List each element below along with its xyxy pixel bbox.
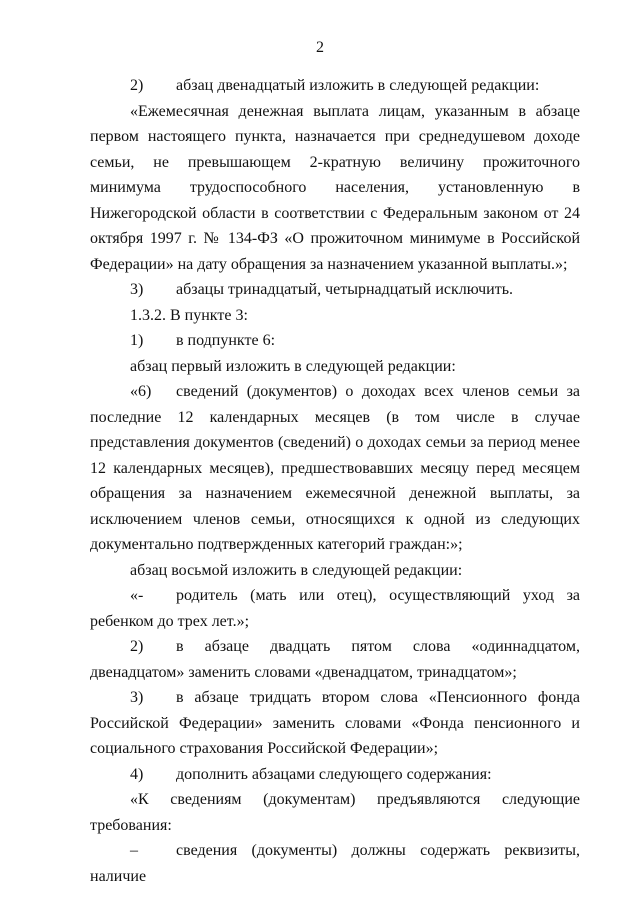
item-marker: 2) — [130, 77, 144, 94]
item-marker: «- — [130, 587, 144, 604]
item-marker: – — [130, 842, 138, 859]
page-number: 2 — [316, 39, 324, 56]
paragraph-text: абзац восьмой изложить в следующей редакции: — [130, 561, 463, 579]
item-marker: 1) — [130, 332, 144, 349]
paragraph-text: «К сведениям (документам) предъявляются следующие требования: — [90, 791, 580, 834]
quoted-dash-item — [90, 583, 580, 634]
paragraph-item-2 — [90, 73, 580, 99]
paragraph-text: в абзаце тридцать втором слова «Пенсионного фонда Российской Федерации» заменить словами «Фонда пенсионного и социального страхования Российской Федерации»; — [90, 689, 580, 757]
paragraph-text: родитель (мать или отец), осуществляющий уход за ребенком до трех лет.»; — [90, 587, 580, 630]
item-marker: 2) — [130, 638, 144, 655]
paragraph-text: в подпункте 6: — [176, 332, 276, 349]
paragraph-text: в абзаце двадцать пятом слова «одиннадцатом, двенадцатом» заменить словами «двенадцатом, тринадцатом»; — [90, 638, 580, 681]
quoted-paragraph — [90, 99, 580, 278]
paragraph-item-3 — [90, 685, 580, 762]
quoted-subitem-6 — [90, 379, 580, 558]
paragraph-text: 1.3.2. В пункте 3: — [130, 306, 248, 324]
paragraph-text: абзац двенадцатый изложить в следующей редакции: — [176, 77, 540, 94]
document-body — [90, 73, 580, 889]
dash-list-item — [90, 838, 580, 889]
item-marker: 4) — [130, 765, 144, 783]
item-marker: 3) — [130, 689, 144, 706]
paragraph-item-2 — [90, 634, 580, 685]
paragraph-text: дополнить абзацами следующего содержания: — [176, 765, 492, 783]
paragraph-text: сведений (документов) о доходах всех членов семьи за последние 12 календарных месяцев (в том числе в случае представления документов (сведений) о доходах семьи за период менее 12 календарных месяцев), предшествовавших месяцу перед месяцем обращения за назначением ежемесячной денежной выплаты, за исключением членов семьи, относящихся к одной из следующих документально подтвержденных категорий граждан:»; — [90, 383, 580, 553]
paragraph — [90, 354, 580, 380]
quoted-paragraph — [90, 787, 580, 838]
item-marker: 3) — [130, 281, 144, 298]
paragraph-item-1 — [90, 328, 580, 354]
paragraph-item-3 — [90, 277, 580, 303]
paragraph-item-4 — [90, 762, 580, 788]
item-marker: «6) — [130, 383, 152, 400]
paragraph-text: сведения (документы) должны содержать реквизиты, наличие — [90, 842, 580, 885]
paragraph — [90, 558, 580, 584]
paragraph-text: абзацы тринадцатый, четырнадцатый исключить. — [176, 281, 513, 298]
paragraph-text: абзац первый изложить в следующей редакции: — [130, 357, 456, 375]
paragraph-text: «Ежемесячная денежная выплата лицам, указанным в абзаце первом настоящего пункта, назначается при среднедушевом доходе семьи, не превышающем 2-кратную величину прожиточного минимума трудоспособного населения, установленную в Нижегородской области в соответствии с Федеральным законом от 24 октября 1997 г. № 134-ФЗ «О прожиточном минимуме в Российской Федерации» на дату обращения за назначением указанной выплаты.»; — [90, 102, 580, 273]
section-heading-1-3-2 — [90, 303, 580, 329]
